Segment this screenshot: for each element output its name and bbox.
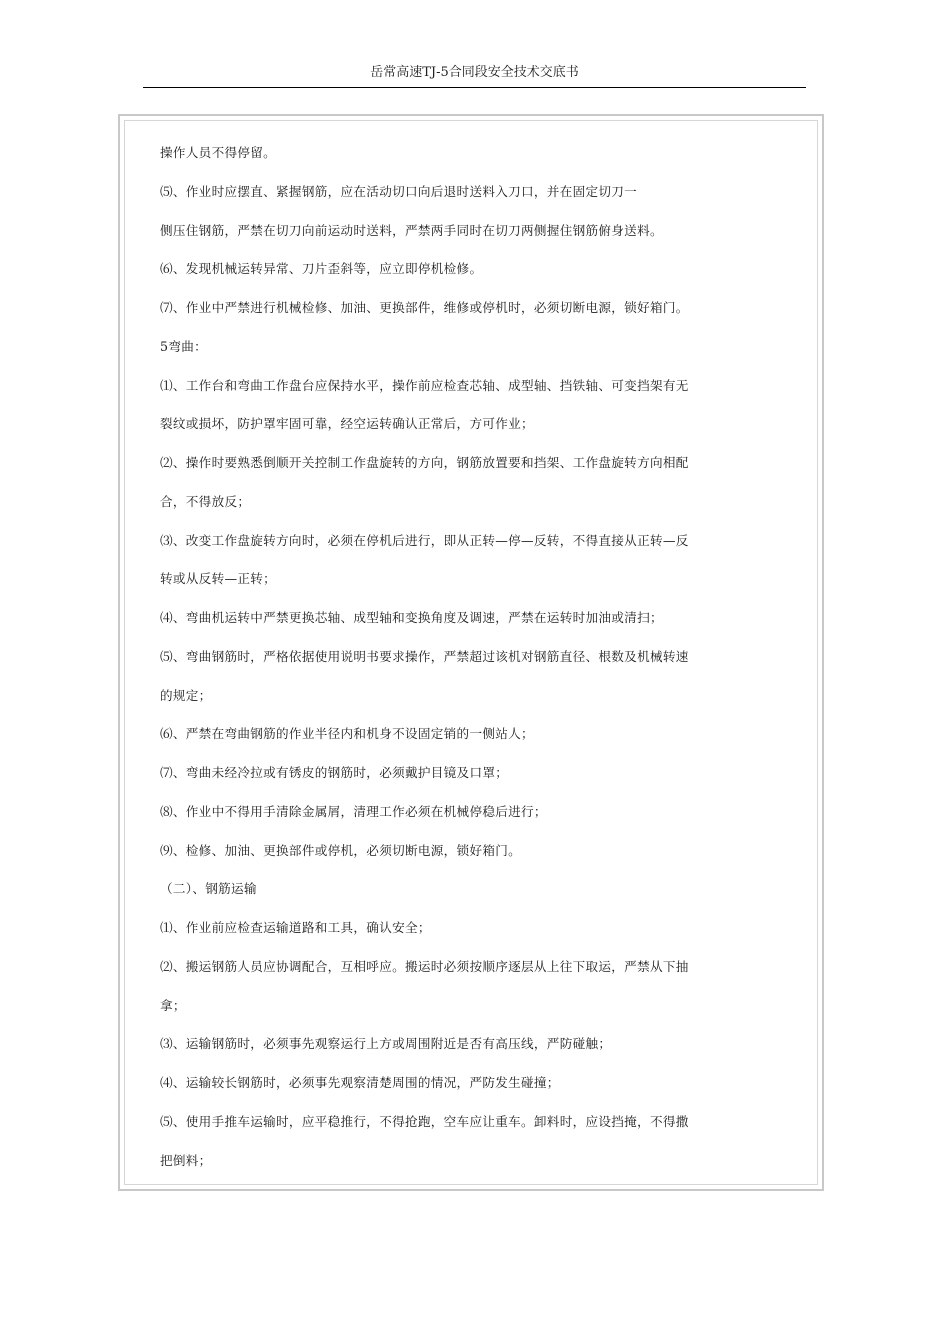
- text-line: ⑶、运输钢筋时，必须事先观察运行上方或周围附近是否有高压线，严防碰触；: [160, 1036, 612, 1052]
- text-line: ⑺、作业中严禁进行机械检修、加油、更换部件，维修或停机时，必须切断电源，锁好箱门。: [160, 300, 689, 315]
- text-line: ⑹、严禁在弯曲钢筋的作业半径内和机身不设固定销的一侧站人；: [160, 726, 534, 742]
- text-line: 裂纹或损坏，防护罩牢固可靠，经空运转确认正常后，方可作业；: [160, 416, 534, 432]
- text-line: ⑴、工作台和弯曲工作盘台应保持水平，操作前应检查芯轴、成型轴、挡铁轴、可变挡架有无: [160, 377, 689, 393]
- text-line: ⑸、使用手推车运输时，应平稳推行，不得抢跑，空车应让重车。卸料时，应设挡掩，不得撒: [160, 1113, 689, 1129]
- text-line: 的规定；: [160, 687, 212, 703]
- text-line: ⑸、作业时应摆直、紧握钢筋，应在活动切口向后退时送料入刀口，并在固定切刀一: [160, 183, 638, 199]
- text-line: ⑼、检修、加油、更换部件或停机，必须切断电源，锁好箱门。: [160, 842, 522, 858]
- text-line: ⑷、弯曲机运转中严禁更换芯轴、成型轴和变换角度及调速，严禁在运转时加油或清扫；: [160, 610, 663, 625]
- text-line: ⑸、弯曲钢筋时，严格依据使用说明书要求操作，严禁超过该机对钢筋直径、根数及机械转速: [160, 648, 689, 664]
- text-line: 合，不得放反；: [160, 493, 251, 509]
- section-heading-transport: （二）、钢筋运输: [160, 881, 257, 897]
- text-line: 拿；: [160, 997, 186, 1013]
- text-line: ⑴、作业前应检查运输道路和工具，确认安全；: [160, 920, 431, 935]
- text-line: ⑷、运输较长钢筋时，必须事先观察清楚周围的情况，严防发生碰撞；: [160, 1075, 560, 1090]
- text-line: ⑵、操作时要熟悉倒顺开关控制工作盘旋转的方向，钢筋放置要和挡架、工作盘旋转方向相配: [160, 455, 689, 470]
- document-title: 岳常高速TJ-5合同段安全技术交底书: [370, 65, 579, 80]
- page-header: [143, 60, 806, 88]
- text-line: 操作人员不得停留。: [160, 145, 277, 160]
- document-body: [160, 134, 770, 1180]
- text-line: ⑶、改变工作盘旋转方向时，必须在停机后进行，即从正转—停—反转，不得直接从正转—反: [160, 532, 689, 548]
- section-heading-bending: 5弯曲：: [160, 338, 207, 354]
- text-line: 转或从反转—正转；: [160, 571, 277, 587]
- text-line: ⑺、弯曲未经冷拉或有锈皮的钢筋时，必须戴护目镜及口罩；: [160, 765, 509, 780]
- text-line: ⑹、发现机械运转异常、刀片歪斜等，应立即停机检修。: [160, 261, 483, 277]
- text-line: 把倒料；: [160, 1152, 212, 1168]
- text-line: ⑵、搬运钢筋人员应协调配合，互相呼应。搬运时必须按顺序逐层从上往下取运，严禁从下抽: [160, 958, 689, 974]
- text-line: ⑻、作业中不得用手清除金属屑，清理工作必须在机械停稳后进行；: [160, 803, 547, 819]
- text-line: 侧压住钢筋，严禁在切刀向前运动时送料，严禁两手同时在切刀两侧握住钢筋俯身送料。: [160, 222, 663, 238]
